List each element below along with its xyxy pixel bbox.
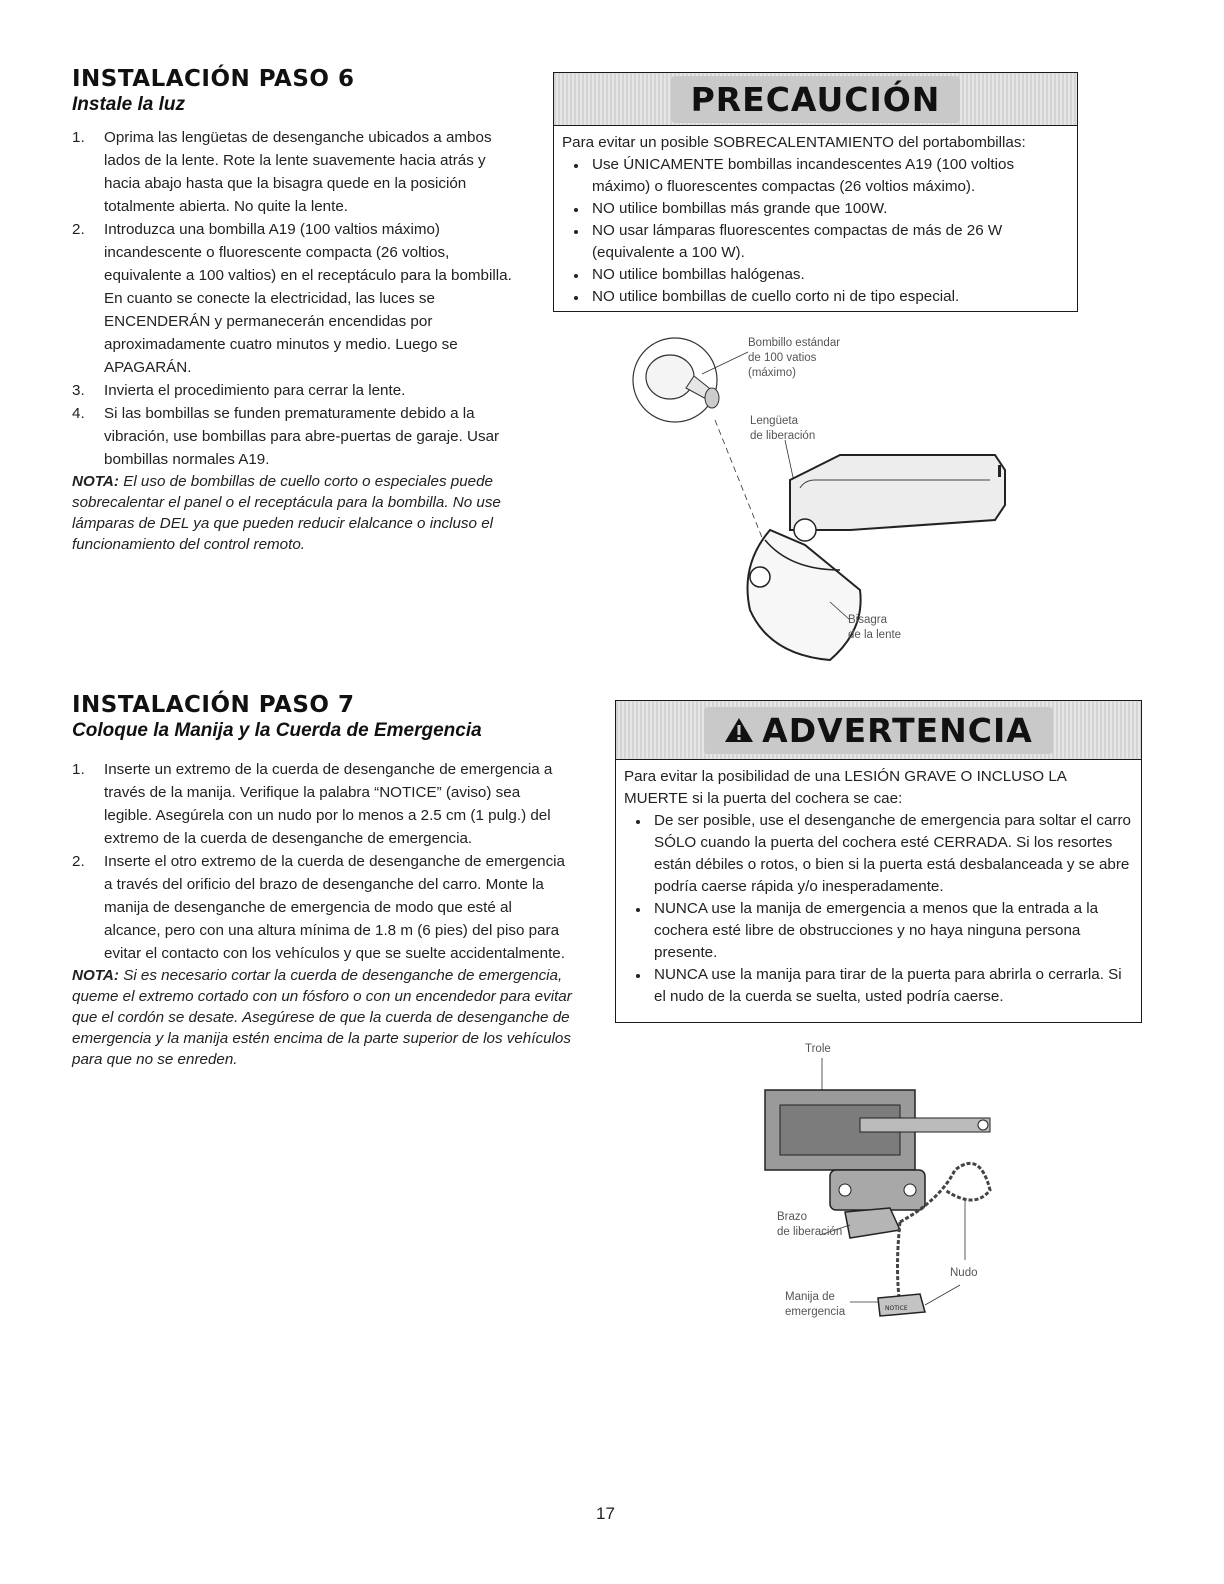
list-item: De ser posible, use el desenganche de emergencia para soltar el carro SÓLO cuando la puerta del cochera esté CERRADA. Si los resortes están débiles o rotos, o bien si la puerta está desbalanceada y se abre podría caerse rápida y/o inesperadamente. [624,810,1133,898]
caution-box [553,72,1078,312]
step6-subtitle: Instale la luz [72,94,185,115]
notice-tag: NOTICE [885,1305,908,1312]
step7-title: INSTALACIÓN PASO 7 [72,692,355,718]
step7-note: NOTA: Si es necesario cortar la cuerda de desenganche de emergencia, queme el extremo cortado con un fósforo o con un encendedor para evitar que el cordón se desate. Asegúrese de que la cuerda de desenganche de emergencia y la manija estén encima de la parte superior de los vehículos para que no se enreden. [72,967,572,1068]
list-item: 2. Introduzca una bombilla A19 (100 valtios máximo) incandescente o fluorescente compacta (26 voltios, equivalente a 100 valtios) en el receptáculo para la bombilla. En cuanto se conecte la electricidad, las luces se ENCENDERÁN y permanecerán encendidas por aproximadamente cuatro minutos y medio. Luego se APAGARÁN. [72,221,512,376]
step6-section [72,66,512,555]
caution-header [554,73,1077,126]
list-item: NO usar lámparas fluorescentes compactas de más de 26 W (equivalente a 100 W). [562,220,1069,264]
lens-cover [748,530,861,660]
list-item: NO utilice bombillas halógenas. [562,264,1069,286]
list-item: 1. Oprima las lengüetas de desenganche ubicados a ambos lados de la lente. Rote la lente suavemente hacia atrás y hacia abajo hasta que la bisagra quede en la posición totalmente abierta. No quite la lente. [72,129,492,215]
step6-list [72,126,512,471]
caution-title: PRECAUCIÓN [671,76,961,123]
list-item: NUNCA use la manija de emergencia a menos que la entrada a la cochera esté libre de obstrucciones y no haya ninguna persona presente. [624,898,1133,964]
bulb-label: Bombillo estándar de 100 vatios (máximo) [748,337,841,379]
warning-intro: Para evitar la posibilidad de una LESIÓN GRAVE O INCLUSO LA MUERTE si la puerta del cochera se cae: [624,768,1067,807]
list-item: 1. Inserte un extremo de la cuerda de desenganche de emergencia a través de la manija. Verifique la palabra “NOTICE” (aviso) sea legible. Asegúrela con un nudo por lo menos a 2.5 cm (1 pulg.) del extremo de la cuerda de desenganche de emergencia. [72,761,553,847]
step6-note: NOTA: El uso de bombillas de cuello corto o especiales puede sobrecalentar el panel o el receptácula para la bombilla. No use lámparas de DEL ya que pueden reducir elalcance o incluso el funcionamiento del control remoto. [72,473,501,553]
list-item: 2. Inserte el otro extremo de la cuerda de desenganche de emergencia a través del orificio del brazo de desenganche del carro. Monte la manija de desenganche de emergencia de modo que esté al alcance, pero con una altura mínima de 1.8 m (6 pies) del piso para evitar el contacto con los vehículos y que se suelte accidentalmente. [72,853,565,962]
warning-box [615,700,1142,1023]
caution-intro: Para evitar un posible SOBRECALENTAMIENTO del portabombillas: [562,134,1026,151]
opener-body [790,455,1005,530]
hinge-label: Bisagra de la lente [848,614,902,641]
page-number: 17 [596,1504,615,1523]
release-arm-icon [845,1208,900,1238]
release-arm-label: Brazo de liberación [777,1211,843,1238]
list-item: NUNCA use la manija para tirar de la puerta para abrirla o cerrarla. Si el nudo de la cuerda se suelta, usted podría caerse. [624,964,1133,1008]
bulb-icon [646,355,694,399]
lens-illustration [600,330,1040,690]
list-item: 3. Invierta el procedimiento para cerrar la lente. [72,382,406,399]
handle-label: Manija de emergencia [785,1291,846,1318]
trolley-label: Trole [805,1043,831,1055]
release-tab-icon [794,519,816,541]
list-item: Use ÚNICAMENTE bombillas incandescentes A19 (100 voltios máximo) o fluorescentes compactas (26 voltios máximo). [562,154,1069,198]
list-item: NO utilice bombillas más grande que 100W. [562,198,1069,220]
warning-list [624,810,1133,1008]
warning-header [616,701,1141,760]
knot-label: Nudo [950,1267,978,1279]
list-item: 4. Si las bombillas se funden prematuramente debido a la vibración, use bombillas para abre-puertas de garaje. Usar bombillas normales A19. [72,405,500,468]
caution-body [554,126,1077,316]
trolley-figure [750,1040,1050,1350]
hinge-icon [750,567,770,587]
step7-section [72,692,572,1070]
step7-list [72,758,572,965]
list-item: NO utilice bombillas de cuello corto ni de tipo especial. [562,286,1069,308]
warning-title: ADVERTENCIA [704,707,1053,754]
step6-title: INSTALACIÓN PASO 6 [72,66,355,92]
caution-list [562,154,1069,308]
release-tab-label: Lengüeta de liberación [750,415,816,442]
step7-subtitle: Coloque la Manija y la Cuerda de Emergencia [72,720,482,741]
lens-figure [600,330,1040,690]
warning-triangle-icon [724,717,754,743]
warning-body [616,760,1141,1016]
